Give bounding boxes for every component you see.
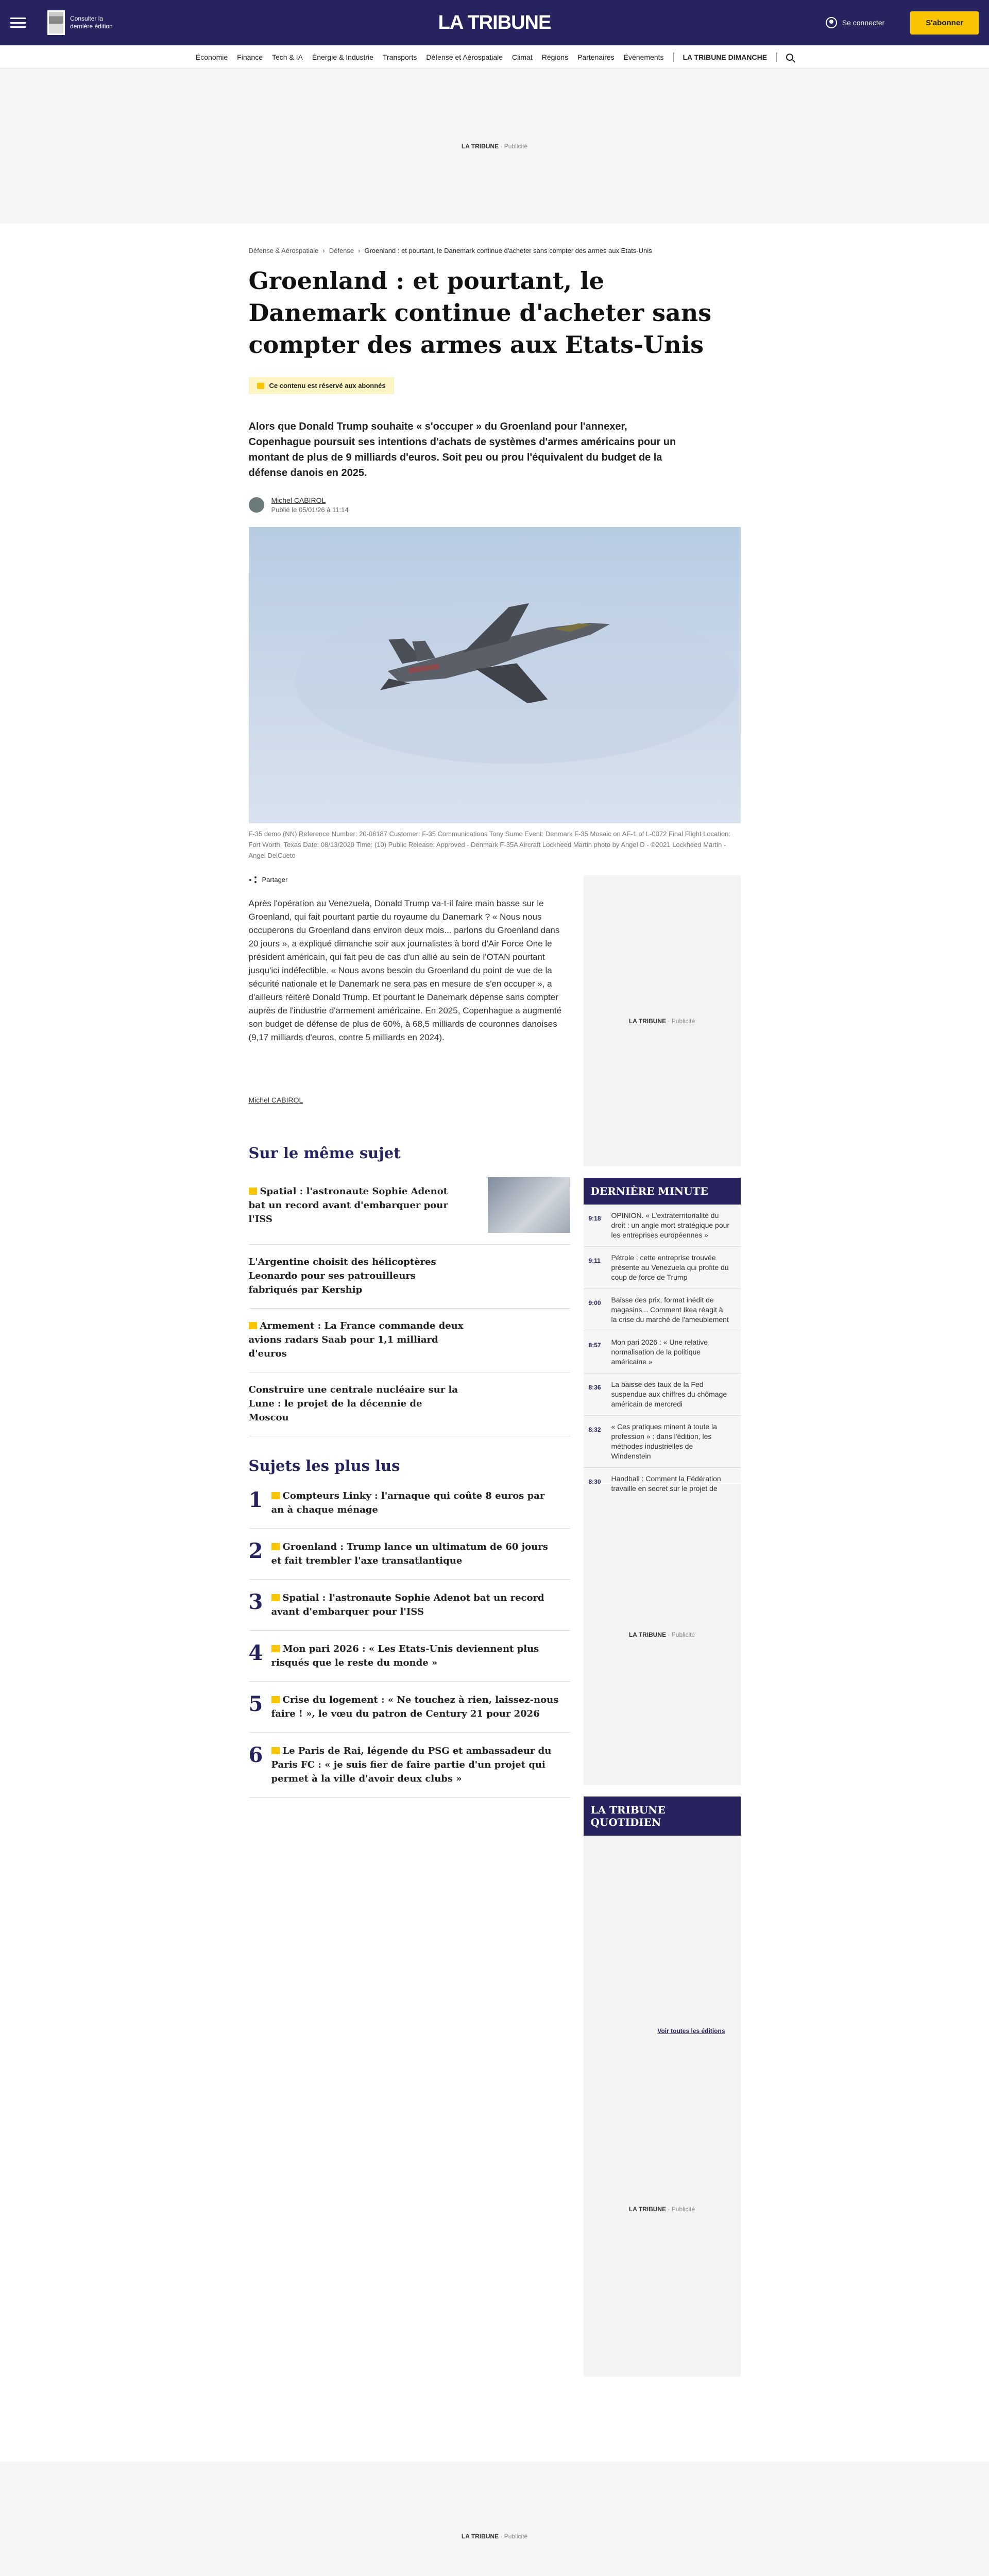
- most-read-item[interactable]: [249, 1631, 570, 1682]
- most-read-item[interactable]: [249, 1478, 570, 1529]
- premium-icon: [249, 1322, 257, 1329]
- related-item[interactable]: [249, 1167, 570, 1245]
- nav-item-economie[interactable]: Économie: [195, 53, 228, 61]
- live-item[interactable]: [584, 1205, 741, 1247]
- edition-thumbnail: [47, 10, 65, 35]
- most-read-text: Groenland : Trump lance un ultimatum de 60 jours et fait trembler l'axe transatlantique: [271, 1541, 548, 1566]
- nav-divider: [776, 53, 777, 62]
- most-read-text: Spatial : l'astronaute Sophie Adenot bat un record avant d'embarquer pour l'ISS: [271, 1592, 544, 1617]
- article-photo: [249, 527, 741, 823]
- most-read-text: Mon pari 2026 : « Les Etats-Unis deviennent plus risqués que le reste du monde »: [271, 1643, 539, 1668]
- edition-label: Consulter la dernière édition: [70, 15, 113, 30]
- most-read-section: [249, 1457, 570, 1798]
- quotidien-panel: [584, 1797, 741, 2042]
- live-time: 8:32: [588, 1426, 601, 1433]
- live-text: Baisse des prix, format inédit de magasins... Comment Ikea réagit à la crise du marché de l'ameublement: [611, 1296, 729, 1324]
- related-section: [249, 1144, 570, 1436]
- nav-item-defense[interactable]: Défense et Aérospatiale: [426, 53, 503, 61]
- main-nav: [0, 45, 989, 69]
- live-time: 8:57: [588, 1342, 601, 1349]
- ad-banner-bottom: [0, 2462, 989, 2576]
- related-item[interactable]: [249, 1372, 570, 1436]
- article-body: Après l'opération au Venezuela, Donald Trump va-t-il faire main basse sur le Groenland, qui fait pourtant partie du royaume du Danemark ? « Nous nous occuperons du Groenland dans environ deux mois... parlons du Groenland dans 20 jours », a expliqué dimanche soir aux journalistes à bord d'Air Force One le président américain, qui fait peu de cas d'un allié au sein de l'OTAN pourtant jusqu'ici indéfectible. « Nous avons besoin du Groenland du point de vue de la sécurité nationale et le Danemark ne sera pas en mesure de s'en occuper », a d'ailleurs réitéré Donald Trump. Et pourtant le Danemark dépense sans compter auprès de l'industrie d'armement américaine. En 2025, Copenhague a augmenté son budget de défense de plus de 60%, à 68,5 milliards de couronnes danoises (9,17 milliards d'euros, contre 5 milliards en 2024).: [248, 899, 562, 1042]
- live-item[interactable]: [584, 1416, 741, 1468]
- live-item[interactable]: [584, 1247, 741, 1289]
- breadcrumb-current: Groenland : et pourtant, le Danemark continue d'acheter sans compter des armes aux Etats-Unis: [364, 247, 652, 255]
- live-time: 9:11: [588, 1257, 601, 1264]
- subscriber-badge-label: Ce contenu est réservé aux abonnés: [269, 382, 386, 389]
- ad-brand: LA TRIBUNE: [628, 1017, 667, 1025]
- ad-brand: LA TRIBUNE: [628, 1631, 667, 1638]
- most-read-text: Le Paris de Rai, légende du PSG et ambassadeur du Paris FC : « je suis fier de faire partie d'un projet qui permet à la ville d'avoir deux clubs »: [271, 1745, 552, 1784]
- ad-sidebar-3: [584, 2042, 741, 2377]
- premium-icon: [271, 1645, 280, 1652]
- nav-item-energie[interactable]: Énergie & Industrie: [312, 53, 373, 61]
- search-icon[interactable]: [786, 54, 793, 61]
- all-editions-link[interactable]: Voir toutes les éditions: [657, 2027, 725, 2035]
- most-read-title: Sujets les plus lus: [248, 1457, 400, 1475]
- menu-icon[interactable]: [10, 18, 26, 28]
- quotidien-title: LA TRIBUNE QUOTIDIEN: [584, 1797, 741, 1836]
- live-text: La baisse des taux de la Fed suspendue aux chiffres du chômage américain de mercredi: [611, 1380, 727, 1408]
- live-text: OPINION. « L'extraterritorialité du droit : un angle mort stratégique pour les entreprises européennes »: [611, 1211, 730, 1239]
- article-byline[interactable]: Michel CABIROL: [248, 1096, 303, 1104]
- ad-sidebar-2: [584, 1484, 741, 1785]
- author-block: [249, 496, 741, 514]
- most-read-item[interactable]: [249, 1580, 570, 1631]
- premium-icon: [271, 1696, 280, 1703]
- premium-icon: [249, 1188, 257, 1195]
- rank-number: 2: [248, 1539, 263, 1563]
- nav-item-finance[interactable]: Finance: [237, 53, 263, 61]
- related-title: Sur le même sujet: [248, 1144, 401, 1162]
- live-time: 8:36: [588, 1384, 601, 1391]
- nav-item-climat[interactable]: Climat: [512, 53, 533, 61]
- site-logo[interactable]: LA TRIBUNE: [438, 11, 551, 33]
- breadcrumb-separator: ›: [358, 247, 361, 255]
- article-lead: Alors que Donald Trump souhaite « s'occuper » du Groenland pour l'annexer, Copenhague poursuit ses intentions d'achats de systèmes d'armes américains pour un montant de plus de 9 milliards d'euros. Soit peu ou prou l'équivalent du budget de la défense danois en 2025.: [248, 421, 676, 479]
- related-item-text: Spatial : l'astronaute Sophie Adenot bat un record avant d'embarquer pour l'ISS: [248, 1185, 448, 1225]
- live-text: « Ces pratiques minent à toute la profession » : dans l'édition, les méthodes industrielles de Windenstein: [611, 1422, 717, 1460]
- ad-banner-top: [0, 69, 989, 224]
- most-read-item[interactable]: [249, 1682, 570, 1733]
- premium-icon: [271, 1747, 280, 1754]
- live-time: 9:18: [588, 1215, 601, 1222]
- live-text: Pétrole : cette entreprise trouvée présente au Venezuela qui profite du coup de force de Trump: [611, 1253, 729, 1281]
- publish-date: Publié le 05/01/26 à 11:14: [271, 506, 349, 514]
- live-item[interactable]: [584, 1289, 741, 1331]
- nav-item-transports[interactable]: Transports: [382, 53, 417, 61]
- live-time: 9:00: [588, 1299, 601, 1307]
- related-item[interactable]: [249, 1309, 570, 1372]
- ad-label: · Publicité: [500, 2533, 528, 2540]
- nav-item-regions[interactable]: Régions: [541, 53, 569, 61]
- user-icon: [826, 17, 837, 28]
- related-thumbnail: [488, 1177, 570, 1233]
- ad-label: · Publicité: [500, 143, 528, 150]
- ad-sidebar: [584, 875, 741, 1166]
- nav-divider: [673, 53, 674, 62]
- rank-number: 6: [248, 1743, 263, 1767]
- ad-label: · Publicité: [668, 1017, 695, 1025]
- related-item-text: Construire une centrale nucléaire sur la Lune : le projet de la décennie de Moscou: [248, 1384, 458, 1423]
- share-label: Partager: [262, 875, 288, 884]
- breadcrumb-item[interactable]: Défense & Aérospatiale: [248, 247, 319, 255]
- live-panel: [584, 1178, 741, 1493]
- nav-item-dimanche[interactable]: LA TRIBUNE DIMANCHE: [683, 53, 768, 61]
- ad-brand: LA TRIBUNE: [461, 2533, 499, 2540]
- live-item[interactable]: [584, 1331, 741, 1374]
- ad-brand: LA TRIBUNE: [628, 2206, 667, 2213]
- most-read-text: Compteurs Linky : l'arnaque qui coûte 8 euros par an à chaque ménage: [271, 1490, 545, 1515]
- author-avatar: [249, 497, 264, 513]
- author-name[interactable]: Michel CABIROL: [271, 496, 326, 504]
- login-button[interactable]: [826, 17, 885, 28]
- latest-edition-link[interactable]: [47, 10, 122, 35]
- breadcrumb-item[interactable]: Défense: [329, 247, 354, 255]
- live-text: Handball : Comment la Fédération travaille en secret sur le projet de: [611, 1475, 721, 1493]
- breadcrumb-separator: ›: [322, 247, 325, 255]
- live-text: Mon pari 2026 : « Une relative normalisation de la politique américaine »: [611, 1338, 708, 1366]
- most-read-item[interactable]: [249, 1733, 570, 1798]
- live-item[interactable]: [584, 1374, 741, 1416]
- nav-item-tech[interactable]: Tech & IA: [271, 53, 303, 61]
- premium-icon: [271, 1492, 280, 1499]
- rank-number: 5: [248, 1692, 263, 1716]
- subscribe-button[interactable]: S'abonner: [910, 11, 979, 35]
- lock-icon: [257, 383, 264, 389]
- most-read-item[interactable]: [249, 1529, 570, 1580]
- ad-label: · Publicité: [668, 1631, 695, 1638]
- breadcrumb: [249, 247, 741, 255]
- login-label: Se connecter: [842, 19, 885, 27]
- related-item-text: L'Argentine choisit des hélicoptères Leonardo pour ses patrouilleurs fabriqués par Kership: [248, 1257, 436, 1295]
- top-header: [0, 0, 989, 45]
- nav-item-partenaires[interactable]: Partenaires: [577, 53, 615, 61]
- rank-number: 3: [248, 1590, 263, 1614]
- live-title: DERNIÈRE MINUTE: [584, 1178, 741, 1205]
- related-item-text: Armement : La France commande deux avions radars Saab pour 1,1 milliard d'euros: [248, 1320, 464, 1359]
- ad-label: · Publicité: [668, 2206, 695, 2213]
- premium-icon: [271, 1594, 280, 1601]
- article-title: Groenland : et pourtant, le Danemark continue d'acheter sans compter des armes aux Etats-Unis: [248, 267, 712, 359]
- rank-number: 4: [248, 1641, 263, 1665]
- premium-icon: [271, 1543, 280, 1550]
- most-read-text: Crise du logement : « Ne touchez à rien, laissez-nous faire ! », le vœu du patron de Century 21 pour 2026: [271, 1694, 559, 1719]
- rank-number: 1: [248, 1488, 263, 1512]
- subscriber-badge: [249, 377, 394, 394]
- photo-caption: F-35 demo (NN) Reference Number: 20-06187 Customer: F-35 Communications Tony Sumo Event: Denmark F-35 Mosaic on AF-1 of L-0072 Final Flight Location: Fort Worth, Texas Date: 08/13/2020 Time: (10) Public Release: Approved - Denmark F-35A Aircraft Lockheed Martin photo by Angel D - ©2021 Lockheed Martin - Angel DelCueto: [248, 830, 730, 859]
- live-time: 8:30: [588, 1478, 601, 1485]
- ad-brand: LA TRIBUNE: [461, 143, 499, 150]
- share-icon: [249, 875, 257, 884]
- fighter-jet-image: [249, 527, 741, 823]
- share-button[interactable]: [249, 875, 570, 884]
- nav-item-evenements[interactable]: Événements: [623, 53, 664, 61]
- related-item[interactable]: [249, 1245, 570, 1309]
